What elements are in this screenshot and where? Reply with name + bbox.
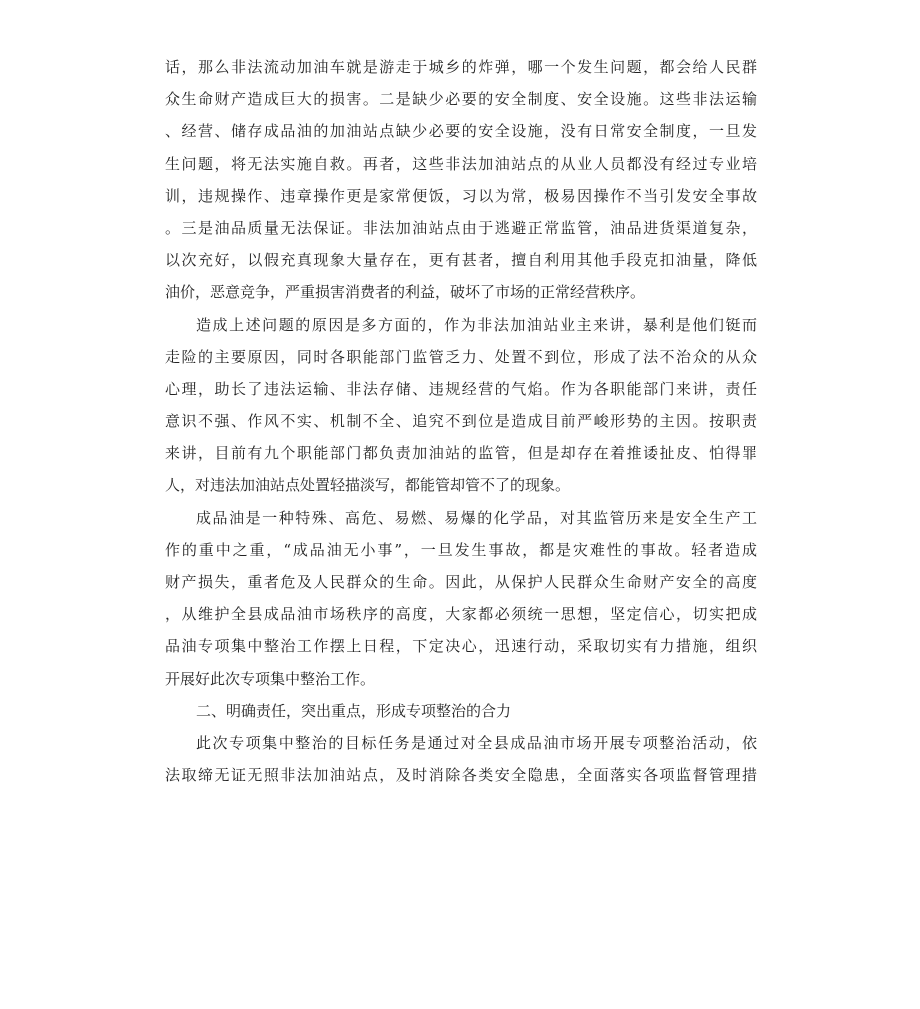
- paragraph-line: 品油专项集中整治工作摆上日程，下定决心，迅速行动，采取切实有力措施，组织: [165, 637, 757, 656]
- paragraph-line: ，从维护全县成品油市场秩序的高度，大家都必须统一思想，坚定信心，切实把成: [165, 605, 757, 624]
- paragraph-line: 此次专项集中整治的目标任务是通过对全县成品油市场开展专项整治活动，依: [196, 733, 757, 752]
- paragraph-line: 成品油是一种特殊、高危、易燃、易爆的化学品，对其监管历来是安全生产工: [196, 508, 757, 527]
- paragraph-line: 意识不强、作风不实、机制不全、追究不到位是造成目前严峻形势的主因。按职责: [165, 412, 757, 431]
- paragraph-line: 油价，恶意竞争，严重损害消费者的利益，破坏了市场的正常经营秩序。: [165, 283, 646, 302]
- paragraph-line: 以次充好，以假充真现象大量存在，更有甚者，擅自利用其他手段克扣油量，降低: [165, 251, 757, 270]
- paragraph-line: 造成上述问题的原因是多方面的，作为非法加油站业主来讲，暴利是他们铤而: [196, 315, 757, 334]
- paragraph-line: 财产损失，重者危及人民群众的生命。因此，从保护人民群众生命财产安全的高度: [165, 573, 757, 591]
- paragraph-line: 来讲，目前有九个职能部门都负责加油站的监管，但是却存在着推诿扯皮、怕得罪: [165, 444, 757, 463]
- paragraph-line: 生问题，将无法实施自救。再者，这些非法加油站点的从业人员都没有经过专业培: [165, 154, 757, 173]
- paragraph-line: 训，违规操作、违章操作更是家常便饭，习以为常，极易因操作不当引发安全事故: [165, 186, 757, 205]
- paragraph-line: 心理，助长了违法运输、非法存储、违规经营的气焰。作为各职能部门来讲，责任: [165, 379, 757, 398]
- paragraph-line: 众生命财产造成巨大的损害。二是缺少必要的安全制度、安全设施。这些非法运输: [165, 90, 757, 109]
- paragraph-line: 开展好此次专项集中整治工作。: [165, 669, 376, 688]
- paragraph-line: 法取缔无证无照非法加油站点，及时消除各类安全隐患，全面落实各项监督管理措: [165, 766, 757, 785]
- paragraph-line: 二、明确责任，突出重点，形成专项整治的合力: [196, 701, 512, 720]
- paragraph: [165, 313, 757, 506]
- paragraph: [165, 55, 757, 313]
- paragraph: [165, 699, 757, 731]
- paragraph-line: 。三是油品质量无法保证。非法加油站点由于逃避正常监管，油品进货渠道复杂，: [165, 218, 757, 237]
- paragraph: [165, 506, 757, 699]
- paragraph-line: 作的重中之重，“成品油无小事”，一旦发生事故，都是灾难性的事故。轻者造成: [165, 540, 757, 559]
- document-body: [165, 55, 757, 795]
- paragraph-line: 、经营、储存成品油的加油站点缺少必要的安全设施，没有日常安全制度，一旦发: [165, 122, 757, 141]
- paragraph: [165, 731, 757, 795]
- paragraph-line: 走险的主要原因，同时各职能部门监管乏力、处置不到位，形成了法不治众的从众: [165, 347, 757, 366]
- paragraph-line: 话，那么非法流动加油车就是游走于城乡的炸弹，哪一个发生问题，都会给人民群: [165, 58, 757, 76]
- paragraph-line: 人，对违法加油站点处置轻描淡写，都能管却管不了的现象。: [165, 476, 571, 495]
